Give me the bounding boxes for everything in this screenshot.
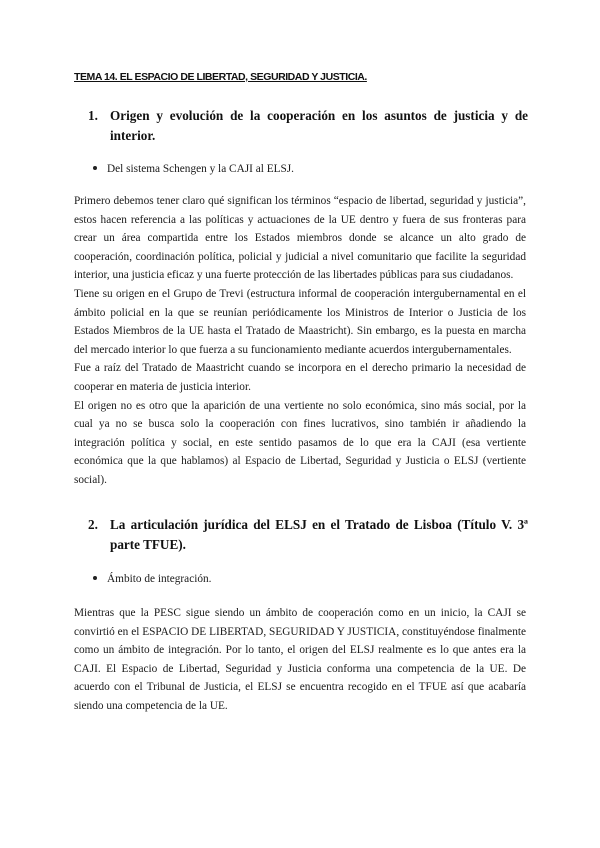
paragraph: Tiene su origen en el Grupo de Trevi (estructura informal de cooperación intergubernamental en el ámbito policial en la que se reunían periódicamente los Ministros de Interior o Justicia de los Estados Miembros de la UE hasta el Tratado de Maastricht). Sin embargo, es la puesta en marcha del mercado interior lo que fuerza a su funcionamiento mediante acuerdos intergubernamentales.: [74, 287, 526, 356]
section-1-heading: [88, 106, 528, 146]
bullet-icon: [93, 576, 97, 580]
section-2-bullet: [93, 571, 211, 587]
paragraph: El origen no es otro que la aparición de una vertiente no solo económica, sino más social, por la cual ya no se busca solo la cooperación con fines lucrativos, sino también ir añadiendo la integración política y social, en este sentido pasamos de lo que era la CAJI (esa vertiente económica que la que hablamos) al Espacio de Libertad, Seguridad y Justicia o ELSJ (vertiente social).: [74, 399, 526, 486]
paragraph: Fue a raíz del Tratado de Maastricht cuando se incorpora en el derecho primario la necesidad de cooperar en materia de justicia interior.: [74, 362, 526, 393]
section-2-body: [74, 604, 526, 716]
section-2-number: 2.: [88, 517, 98, 532]
section-1-heading-text: Origen y evolución de la cooperación en los asuntos de justicia y de interior.: [110, 108, 528, 143]
section-2-heading-text: La articulación jurídica del ELSJ en el Tratado de Lisboa (Título V. 3ª parte TFUE).: [110, 517, 528, 552]
section-1-bullet-text: Del sistema Schengen y la CAJI al ELSJ.: [107, 163, 294, 175]
section-1-body: [74, 192, 526, 490]
document-title: TEMA 14. EL ESPACIO DE LIBERTAD, SEGURIDAD Y JUSTICIA.: [74, 71, 367, 83]
section-1-number: 1.: [88, 108, 98, 123]
section-1-bullet: [93, 161, 294, 177]
paragraph: Primero debemos tener claro qué significan los términos “espacio de libertad, seguridad y justicia”, estos hacen referencia a las políticas y actuaciones de la UE dentro y fuera de sus fronteras para crear un área compartida entre los Estados miembros donde se alcance un alto grado de cooperación, coordinación política, policial y judicial a nivel comunitario que facilite la seguridad interior, una justicia eficaz y una fuerte protección de las libertades públicas para sus ciudadanos.: [74, 195, 526, 282]
paragraph: Mientras que la PESC sigue siendo un ámbito de cooperación como en un inicio, la CAJI se convirtió en el ESPACIO DE LIBERTAD, SEGURIDAD Y JUSTICIA, constituyéndose finalmente como un ámbito de integración. Por lo tanto, el origen del ELSJ realmente es lo que antes era la CAJI. El Espacio de Libertad, Seguridad y Justicia conforma una competencia de la UE. De acuerdo con el Tribunal de Justicia, el ELSJ se encuentra recogido en el TFUE así que acabaría siendo una competencia de la UE.: [74, 607, 526, 712]
section-2-heading: [88, 515, 528, 555]
section-2-bullet-text: Ámbito de integración.: [107, 573, 212, 585]
bullet-icon: [93, 166, 97, 170]
